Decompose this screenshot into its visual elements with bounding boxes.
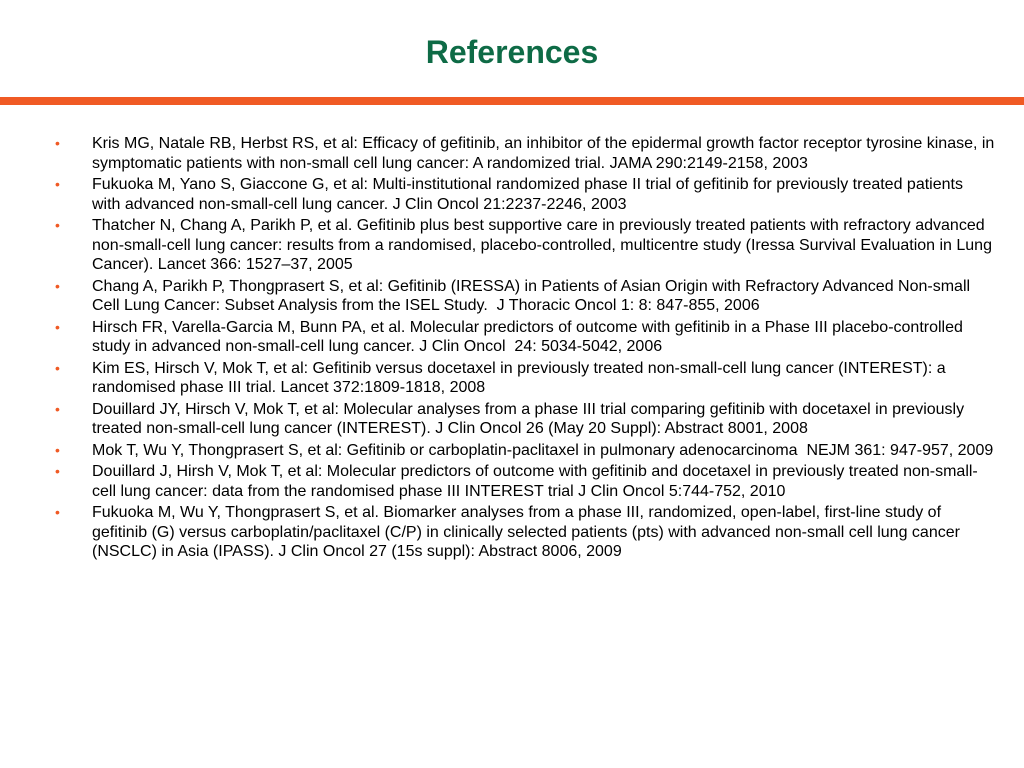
reference-text: Kim ES, Hirsch V, Mok T, et al: Gefitinib versus docetaxel in previously treated non-small-cell lung cancer (INTEREST): a randomised phase III trial. Lancet 372:1809-1818, 2008 [92, 359, 951, 396]
reference-text: Douillard J, Hirsh V, Mok T, et al: Molecular predictors of outcome with gefitinib and docetaxel in previously treated non-small-cell lung cancer: data from the randomised phase III INTEREST trial J Clin Oncol 5:744-752, 2010 [92, 463, 978, 500]
bullet-icon: • [55, 135, 60, 151]
reference-item [55, 175, 995, 214]
reference-text: Douillard JY, Hirsch V, Mok T, et al: Molecular analyses from a phase III trial comparing gefitinib with docetaxel in previously treated non-small-cell lung cancer (INTEREST). J Clin Oncol 26 (May 20 Suppl): Abstract 8001, 2008 [92, 400, 969, 437]
reference-item [55, 134, 999, 173]
bullet-icon: • [55, 441, 60, 458]
bullet-icon: • [55, 176, 60, 192]
bullet-icon: • [55, 400, 60, 417]
reference-text: Hirsch FR, Varella-Garcia M, Bunn PA, et al. Molecular predictors of outcome with gefitinib in a Phase III placebo-controlled study in advanced non-small-cell lung cancer. J Clin Oncol 24: 5034-5042, 2006 [92, 318, 968, 355]
title-divider [0, 97, 1024, 105]
bullet-icon: • [55, 359, 60, 376]
reference-text: Fukuoka M, Wu Y, Thongprasert S, et al. Biomarker analyses from a phase III, randomized, open-label, first-line study of gefitinib (G) versus carboplatin/paclitaxel (C/P) in clinically selected patients (pts) with advanced non-small cell lung cancer (NSCLC) in Asia (IPASS). J Clin Oncol 27 (15s suppl): Abstract 8006, 2009 [92, 504, 965, 560]
reference-item [55, 441, 995, 461]
bullet-icon: • [55, 277, 60, 294]
reference-item [55, 503, 995, 562]
reference-text: Fukuoka M, Yano S, Giaccone G, et al: Multi-institutional randomized phase II trial of gefitinib for previously treated patients with advanced non-small-cell lung cancer. J Clin Oncol 21:2237-2246, 2003 [92, 176, 968, 213]
reference-item [55, 318, 995, 357]
reference-list [55, 134, 999, 564]
reference-item [55, 359, 995, 398]
bullet-icon: • [55, 217, 60, 233]
slide-title: References [425, 34, 599, 70]
reference-text: Kris MG, Natale RB, Herbst RS, et al: Efficacy of gefitinib, an inhibitor of the epidermal growth factor receptor tyrosine kinase, in symptomatic patients with non-small cell lung cancer: A randomized trial. JAMA 290:2149-2158, 2003 [92, 135, 999, 172]
reference-item [55, 462, 995, 501]
bullet-icon: • [55, 318, 60, 335]
reference-item [55, 277, 995, 316]
reference-text: Chang A, Parikh P, Thongprasert S, et al: Gefitinib (IRESSA) in Patients of Asian Origin with Refractory Advanced Non-small Cell Lung Cancer: Subset Analysis from the ISEL Study. J Thoracic Oncol 1: 8: 847-855, 2006 [92, 277, 975, 314]
reference-item [55, 400, 995, 439]
bullet-icon: • [55, 504, 60, 520]
reference-text: Thatcher N, Chang A, Parikh P, et al. Gefitinib plus best supportive care in previously treated patients with refractory advanced non-small-cell lung cancer: results from a randomised, placebo-controlled, multicentre study (Iressa Survival Evaluation in Lung Cancer). Lancet 366: 1527–37, 2005 [92, 217, 997, 273]
bullet-icon: • [55, 463, 60, 479]
reference-item [55, 216, 995, 275]
reference-text: Mok T, Wu Y, Thongprasert S, et al: Gefitinib or carboplatin-paclitaxel in pulmonary adenocarcinoma NEJM 361: 947-957, 2009 [92, 441, 994, 459]
